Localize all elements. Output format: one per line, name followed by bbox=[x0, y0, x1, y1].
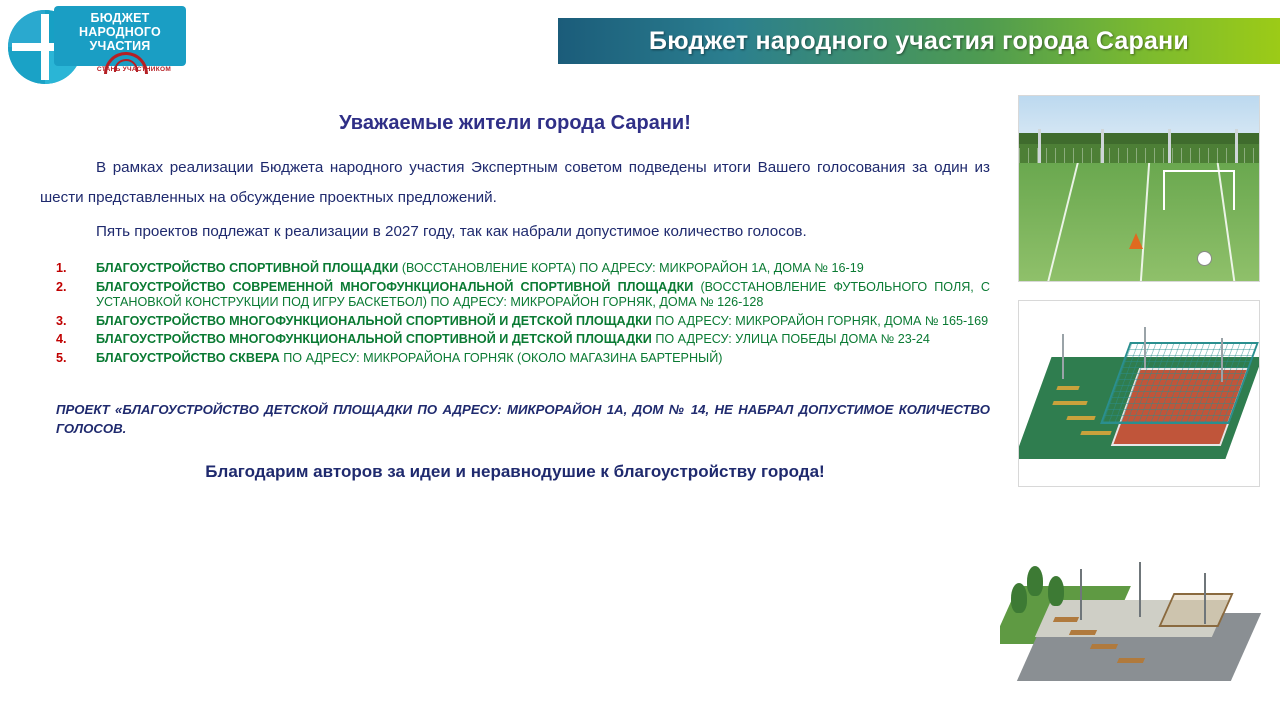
paragraph-1: В рамках реализации Бюджета народного участия Экспертным советом подведены итоги Вашего голосования за один из шести представленных на обсуждение проектных предложений. bbox=[40, 159, 990, 206]
list-item-number: 3. bbox=[56, 313, 67, 328]
list-item-main: БЛАГОУСТРОЙСТВО СОВРЕМЕННОЙ МНОГОФУНКЦИОНАЛЬНОЙ СПОРТИВНОЙ ПЛОЩАДКИ bbox=[96, 279, 694, 294]
list-item-tail: ПО АДРЕСУ: МИКРОРАЙОНА ГОРНЯК (ОКОЛО МАГАЗИНА БАРТЕРНЫЙ) bbox=[283, 350, 723, 365]
list-item-number: 5. bbox=[56, 350, 67, 365]
list-item-tail: (ВОССТАНОВЛЕНИЕ КОРТА) ПО АДРЕСУ: МИКРОРАЙОН 1А, ДОМА № 16-19 bbox=[401, 261, 864, 275]
list-item bbox=[40, 332, 990, 348]
list-item bbox=[40, 351, 990, 367]
list-item-main: БЛАГОУСТРОЙСТВО СКВЕРА bbox=[96, 350, 280, 365]
approved-projects-list bbox=[40, 261, 990, 366]
list-item-number: 2. bbox=[56, 279, 67, 294]
list-item-main: БЛАГОУСТРОЙСТВО СПОРТИВНОЙ ПЛОЩАДКИ bbox=[96, 261, 399, 275]
public-square-render bbox=[1000, 525, 1268, 695]
logo-line-1: БЮДЖЕТ bbox=[90, 11, 150, 25]
logo-line-2: НАРОДНОГО bbox=[79, 25, 161, 39]
document-title: Уважаемые жители города Сарани! bbox=[339, 112, 691, 134]
list-item-main: БЛАГОУСТРОЙСТВО МНОГОФУНКЦИОНАЛЬНОЙ СПОРТИВНОЙ И ДЕТСКОЙ ПЛОЩАДКИ bbox=[96, 332, 652, 346]
list-item bbox=[40, 314, 990, 330]
list-item-tail: (ВОССТАНОВЛЕНИЕ ФУТБОЛЬНОГО ПОЛЯ, С УСТАНОВКОЙ КОНСТРУКЦИИ ПОД ИГРУ БАСКЕТБОЛ) ПО АДРЕСУ: МИКРОРАЙОН ГОРНЯК, ДОМА № 126-128 bbox=[96, 279, 991, 309]
header-banner bbox=[558, 18, 1280, 64]
thanks-message: Благодарим авторов за идеи и неравнодушие к благоустройству города! bbox=[205, 462, 825, 481]
document-body bbox=[40, 112, 990, 482]
page-title: Бюджет народного участия города Сарани bbox=[649, 26, 1189, 55]
list-item-number: 1. bbox=[56, 261, 67, 275]
list-item bbox=[40, 280, 990, 311]
logo-slogan: СТАНЬ УЧАСТНИКОМ bbox=[96, 66, 172, 73]
football-field-photo bbox=[1018, 95, 1260, 282]
logo-line-3: УЧАСТИЯ bbox=[89, 39, 151, 53]
list-item-main: БЛАГОУСТРОЙСТВО МНОГОФУНКЦИОНАЛЬНОЙ СПОРТИВНОЙ И ДЕТСКОЙ ПЛОЩАДКИ bbox=[96, 313, 652, 328]
list-item-tail: ПО АДРЕСУ: МИКРОРАЙОН ГОРНЯК, ДОМА № 165-169 bbox=[655, 313, 989, 328]
paragraph-2: Пять проектов подлежат к реализации в 2027 году, так как набрали допустимое количество голосов. bbox=[96, 223, 807, 240]
list-item-tail: ПО АДРЕСУ: УЛИЦА ПОБЕДЫ ДОМА № 23-24 bbox=[655, 332, 930, 346]
list-item-number: 4. bbox=[56, 332, 67, 346]
budget-participation-logo bbox=[8, 4, 186, 90]
sports-ground-render bbox=[1018, 300, 1260, 487]
list-item bbox=[40, 261, 990, 277]
rejected-project-note: ПРОЕКТ «БЛАГОУСТРОЙСТВО ДЕТСКОЙ ПЛОЩАДКИ ПО АДРЕСУ: МИКРОРАЙОН 1А, ДОМ № 14, НЕ НАБРАЛ ДОПУСТИМОЕ КОЛИЧЕСТВО ГОЛОСОВ. bbox=[56, 402, 990, 436]
